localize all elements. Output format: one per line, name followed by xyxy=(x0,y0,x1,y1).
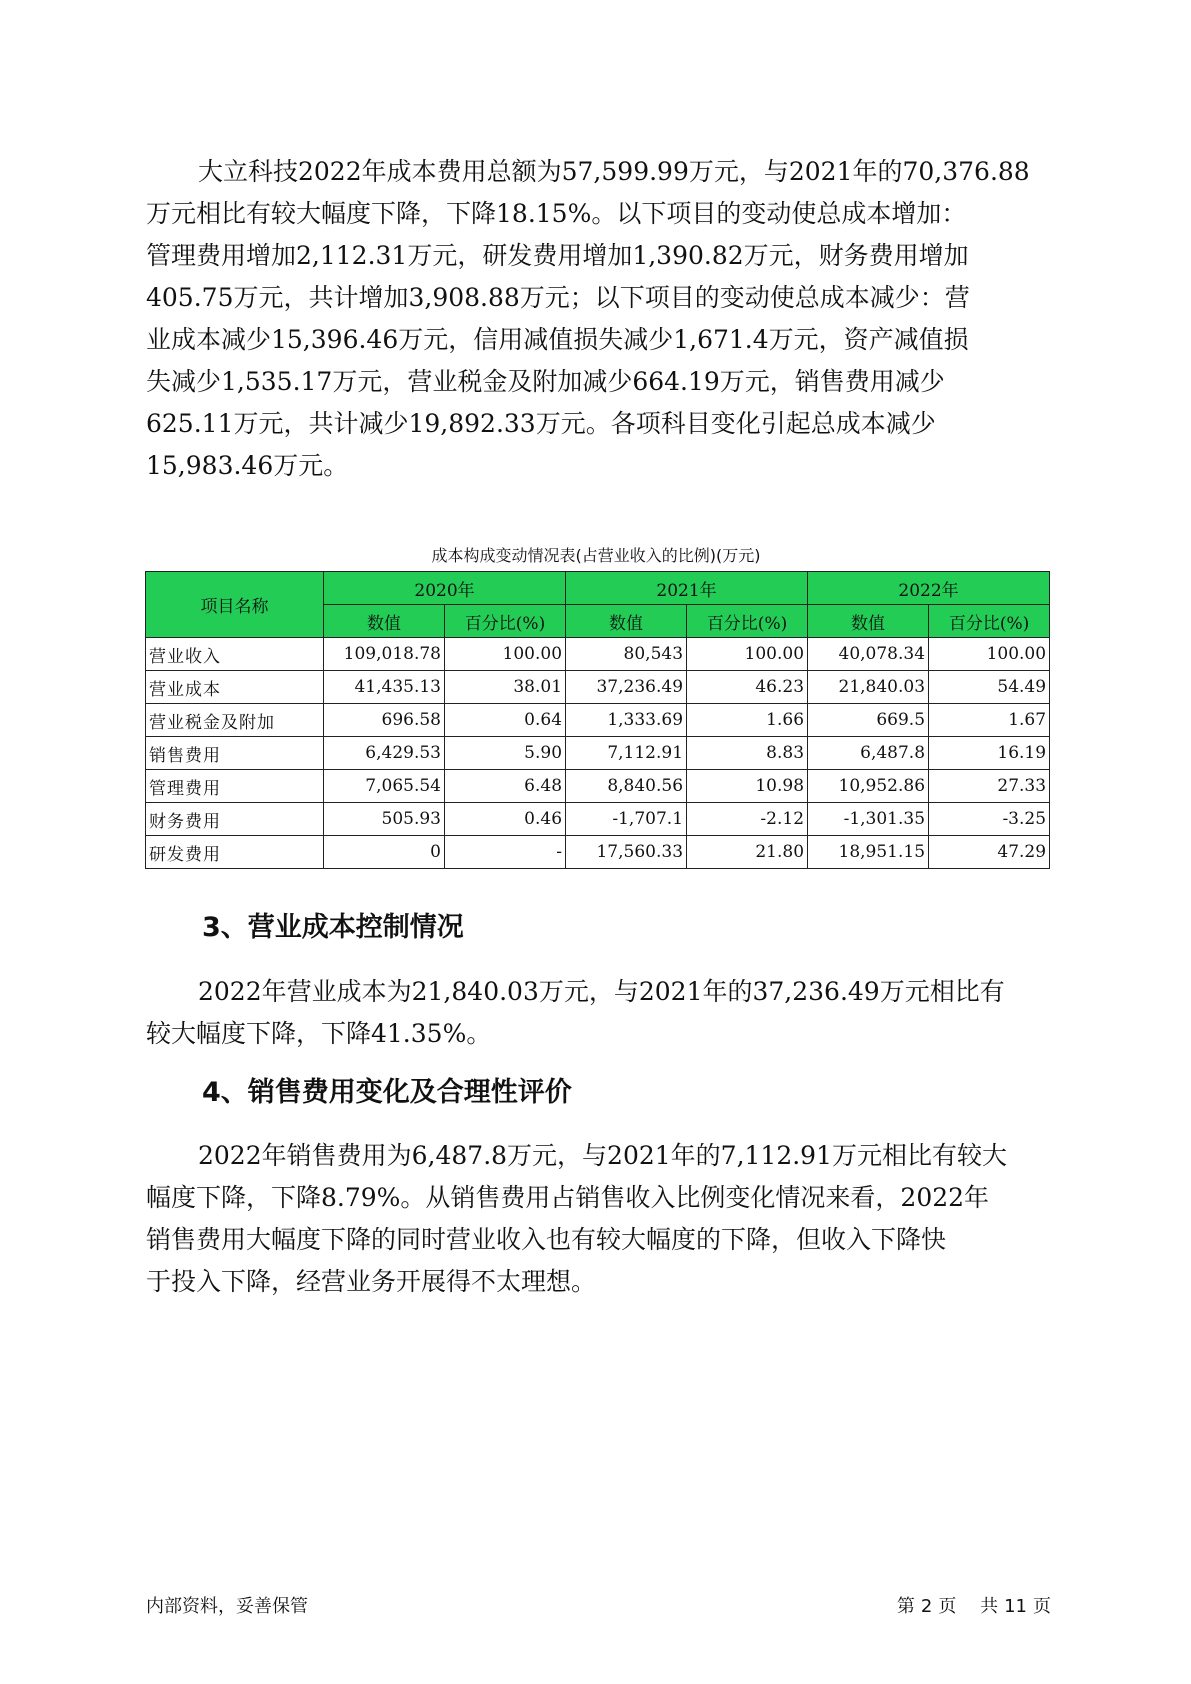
value-subheader: 数值 xyxy=(808,605,929,638)
percent-cell: 47.29 xyxy=(929,836,1050,869)
row-label: 营业收入 xyxy=(146,638,324,671)
percent-cell: 10.98 xyxy=(687,770,808,803)
paragraph-line: 万元相比有较大幅度下降，下降18.15%。以下项目的变动使总成本增加： xyxy=(146,199,967,228)
paragraph-line: 大立科技2022年成本费用总额为57,599.99万元，与2021年的70,376.88 xyxy=(198,157,1030,186)
row-label: 管理费用 xyxy=(146,770,324,803)
value-cell: 80,543 xyxy=(566,638,687,671)
intro-paragraph xyxy=(146,151,1066,487)
row-label: 销售费用 xyxy=(146,737,324,770)
value-cell: 21,840.03 xyxy=(808,671,929,704)
paragraph-line: 失减少1,535.17万元，营业税金及附加减少664.19万元，销售费用减少 xyxy=(146,367,945,396)
footer-confidential-note: 内部资料，妥善保管 xyxy=(146,1596,308,1617)
paragraph-line: 管理费用增加2,112.31万元，研发费用增加1,390.82万元，财务费用增加 xyxy=(146,241,969,270)
percent-cell: 1.66 xyxy=(687,704,808,737)
paragraph-line: 2022年营业成本为21,840.03万元，与2021年的37,236.49万元相比有 xyxy=(198,977,1005,1006)
percent-cell: 5.90 xyxy=(445,737,566,770)
value-subheader: 数值 xyxy=(566,605,687,638)
value-cell: 6,487.8 xyxy=(808,737,929,770)
paragraph-line: 销售费用大幅度下降的同时营业收入也有较大幅度的下降，但收入下降快 xyxy=(146,1225,947,1254)
percent-subheader: 百分比(%) xyxy=(445,605,566,638)
total-pages: 11 xyxy=(1004,1596,1027,1617)
percent-cell: 1.67 xyxy=(929,704,1050,737)
value-cell: 6,429.53 xyxy=(324,737,445,770)
paragraph-line: 15,983.46万元。 xyxy=(146,451,349,480)
value-cell: 1,333.69 xyxy=(566,704,687,737)
percent-subheader: 百分比(%) xyxy=(687,605,808,638)
value-cell: 40,078.34 xyxy=(808,638,929,671)
percent-cell: 8.83 xyxy=(687,737,808,770)
percent-cell: 100.00 xyxy=(687,638,808,671)
sales-expense-paragraph xyxy=(146,1135,1066,1303)
value-cell: 17,560.33 xyxy=(566,836,687,869)
percent-cell: -2.12 xyxy=(687,803,808,836)
row-label: 营业税金及附加 xyxy=(146,704,324,737)
page-unit: 页 xyxy=(938,1596,957,1617)
row-label: 营业成本 xyxy=(146,671,324,704)
value-cell: 696.58 xyxy=(324,704,445,737)
percent-subheader: 百分比(%) xyxy=(929,605,1050,638)
table-row xyxy=(146,704,1050,737)
section-heading-operating-cost: 3、营业成本控制情况 xyxy=(202,912,464,943)
table-header-row xyxy=(146,572,1050,605)
value-subheader: 数值 xyxy=(324,605,445,638)
percent-cell: 100.00 xyxy=(445,638,566,671)
percent-cell: -3.25 xyxy=(929,803,1050,836)
percent-cell: 46.23 xyxy=(687,671,808,704)
year-header: 2021年 xyxy=(566,572,808,605)
paragraph-line: 2022年销售费用为6,487.8万元，与2021年的7,112.91万元相比有较大 xyxy=(198,1141,1007,1170)
percent-cell: 54.49 xyxy=(929,671,1050,704)
total-prefix: 共 xyxy=(980,1596,999,1617)
page-number: 2 xyxy=(920,1596,933,1617)
value-cell: 41,435.13 xyxy=(324,671,445,704)
value-cell: 0 xyxy=(324,836,445,869)
cost-structure-table xyxy=(145,571,1050,869)
section-heading-sales-expense: 4、销售费用变化及合理性评价 xyxy=(202,1077,572,1108)
value-cell: 669.5 xyxy=(808,704,929,737)
value-cell: 8,840.56 xyxy=(566,770,687,803)
value-cell: 18,951.15 xyxy=(808,836,929,869)
percent-cell: 0.46 xyxy=(445,803,566,836)
paragraph-line: 较大幅度下降，下降41.35%。 xyxy=(146,1019,492,1048)
value-cell: 7,112.91 xyxy=(566,737,687,770)
value-cell: 7,065.54 xyxy=(324,770,445,803)
row-label: 财务费用 xyxy=(146,803,324,836)
paragraph-line: 405.75万元，共计增加3,908.88万元；以下项目的变动使总成本减少：营 xyxy=(146,283,970,312)
value-cell: 109,018.78 xyxy=(324,638,445,671)
row-label: 研发费用 xyxy=(146,836,324,869)
total-unit: 页 xyxy=(1033,1596,1051,1617)
year-header: 2020年 xyxy=(324,572,566,605)
percent-cell: 27.33 xyxy=(929,770,1050,803)
percent-cell: 100.00 xyxy=(929,638,1050,671)
table-row xyxy=(146,803,1050,836)
percent-cell: 38.01 xyxy=(445,671,566,704)
paragraph-line: 于投入下降，经营业务开展得不太理想。 xyxy=(146,1267,597,1296)
percent-cell: - xyxy=(445,836,566,869)
value-cell: -1,707.1 xyxy=(566,803,687,836)
table-row xyxy=(146,638,1050,671)
value-cell: 37,236.49 xyxy=(566,671,687,704)
value-cell: 10,952.86 xyxy=(808,770,929,803)
paragraph-line: 业成本减少15,396.46万元，信用减值损失减少1,671.4万元，资产减值损 xyxy=(146,325,969,354)
table-row xyxy=(146,671,1050,704)
table-row xyxy=(146,836,1050,869)
paragraph-line: 幅度下降，下降8.79%。从销售费用占销售收入比例变化情况来看，2022年 xyxy=(146,1183,990,1212)
table-row xyxy=(146,737,1050,770)
value-cell: -1,301.35 xyxy=(808,803,929,836)
table-row xyxy=(146,770,1050,803)
footer-page-info xyxy=(891,1592,1051,1618)
table-caption: 成本构成变动情况表(占营业收入的比例)(万元) xyxy=(431,546,761,565)
percent-cell: 16.19 xyxy=(929,737,1050,770)
percent-cell: 6.48 xyxy=(445,770,566,803)
percent-cell: 0.64 xyxy=(445,704,566,737)
value-cell: 505.93 xyxy=(324,803,445,836)
item-name-header: 项目名称 xyxy=(146,572,324,638)
page-prefix: 第 xyxy=(896,1596,915,1617)
operating-cost-paragraph xyxy=(146,971,1066,1055)
percent-cell: 21.80 xyxy=(687,836,808,869)
year-header: 2022年 xyxy=(808,572,1050,605)
paragraph-line: 625.11万元，共计减少19,892.33万元。各项科目变化引起总成本减少 xyxy=(146,409,936,438)
